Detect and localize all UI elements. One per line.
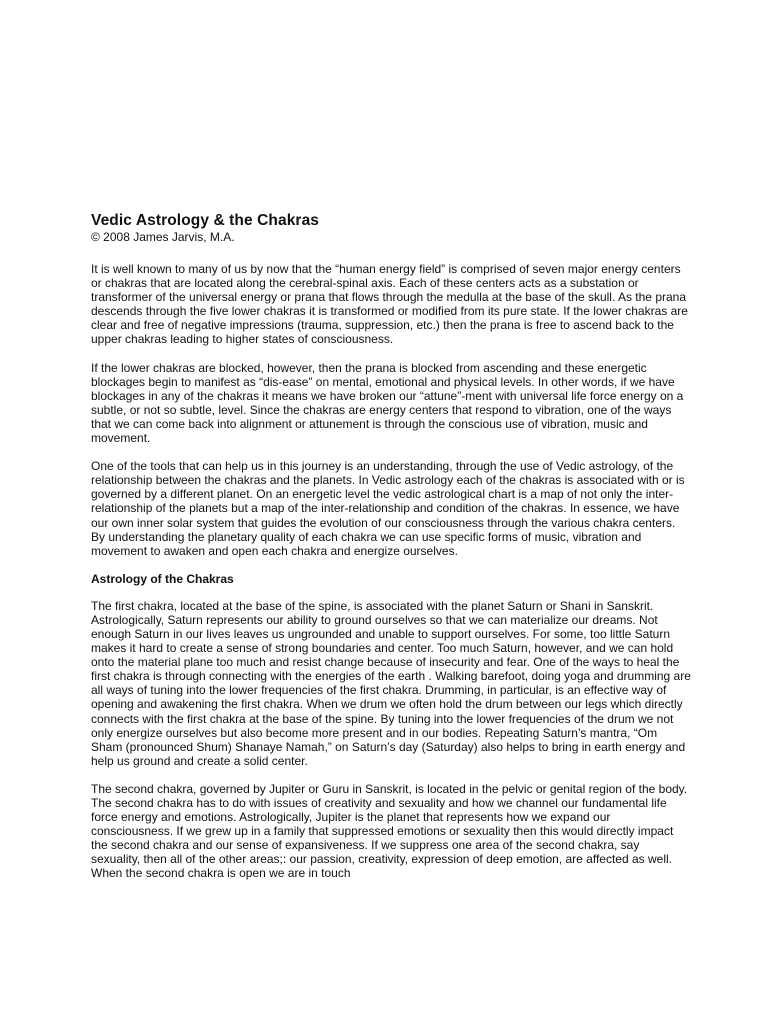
intro-paragraph-3: One of the tools that can help us in this journey is an understanding, through the use of Vedic astrology, of the relationship between the chakras and the planets. In Vedic astrology each of the chakras is associated with or is governed by a different planet. On an energetic level the vedic astrological chart is a map of not only the inter-relationship of the planets but a map of the inter-relationship and condition of the chakras. In essence, we have our own inner solar system that guides the evolution of our consciousness through the various chakra centers. By understanding the planetary quality of each chakra we can use specific forms of music, vibration and movement to awaken and open each chakra and energize ourselves. <box>91 459 685 558</box>
intro-paragraph-2: If the lower chakras are blocked, however, then the prana is blocked from ascending and these energetic blockages begin to manifest as “dis-ease” on mental, emotional and physical levels. In other words, if we have blockages in any of the chakras it means we have broken our “attune”-ment with universal life force energy on a subtle, or not so subtle, level. Since the chakras are energy centers that respond to vibration, one of the ways that we can come back into alignment or attunement is through the conscious use of vibration, music and movement. <box>91 360 684 446</box>
first-chakra-paragraph: The first chakra, located at the base of the spine, is associated with the planet Saturn or Shani in Sanskrit. Astrologically, Saturn represents our ability to ground ourselves so that we can materialize our dreams. Not enough Saturn in our lives leaves us ungrounded and unable to support ourselves. For some, too little Saturn makes it hard to create a sense of strong boundaries and center. Too much Saturn, however, and we can hold onto the material plane too much and resist change because of insecurity and fear. One of the ways to heal the first chakra is through connecting with the energies of the earth . Walking barefoot, doing yoga and drumming are all ways of tuning into the lower frequencies of the first chakra. Drumming, in particular, is an effective way of opening and awakening the first chakra. When we drum we often hold the drum between our legs which directly connects with the first chakra at the base of the spine. By tuning into the lower frequencies of the drum we not only energize ourselves but also become more present and in our bodies. Repeating Saturn’s mantra, “Om Sham (pronounced Shum) Shanaye Namah,” on Saturn’s day (Saturday) also helps to bring in earth energy and help us ground and create a solid center. <box>91 598 691 768</box>
second-chakra-paragraph: The second chakra, governed by Jupiter or Guru in Sanskrit, is located in the pelvic or genital region of the body. The second chakra has to do with issues of creativity and sexuality and how we channel our fundamental life force energy and emotions. Astrologically, Jupiter is the planet that represents how we expand our consciousness. If we grew up in a family that suppressed emotions or sexuality then this would directly impact the second chakra and our sense of expansiveness. If we suppress one area of the second chakra, say sexuality, then all of the other areas;: our passion, creativity, expression of deep emotion, are affected as well. When the second chakra is open we are in touch <box>91 781 688 881</box>
document-title: Vedic Astrology & the Chakras <box>91 212 320 229</box>
intro-paragraph-1: It is well known to many of us by now that the “human energy field” is comprised of seven major energy centers or chakras that are located along the cerebral-spinal axis. Each of these centers acts as a substation or transformer of the universal energy or prana that flows through the medulla at the base of the skull. As the prana descends through the five lower chakras it is transformed or modified from its pure state. If the lower chakras are clear and free of negative impressions (trauma, suppression, etc.) then the prana is free to ascend back to the upper chakras leading to higher states of consciousness. <box>91 262 688 347</box>
copyright-byline: © 2008 James Jarvis, M.A. <box>91 230 235 244</box>
document-page <box>91 211 691 895</box>
section-heading: Astrology of the Chakras <box>91 571 234 586</box>
